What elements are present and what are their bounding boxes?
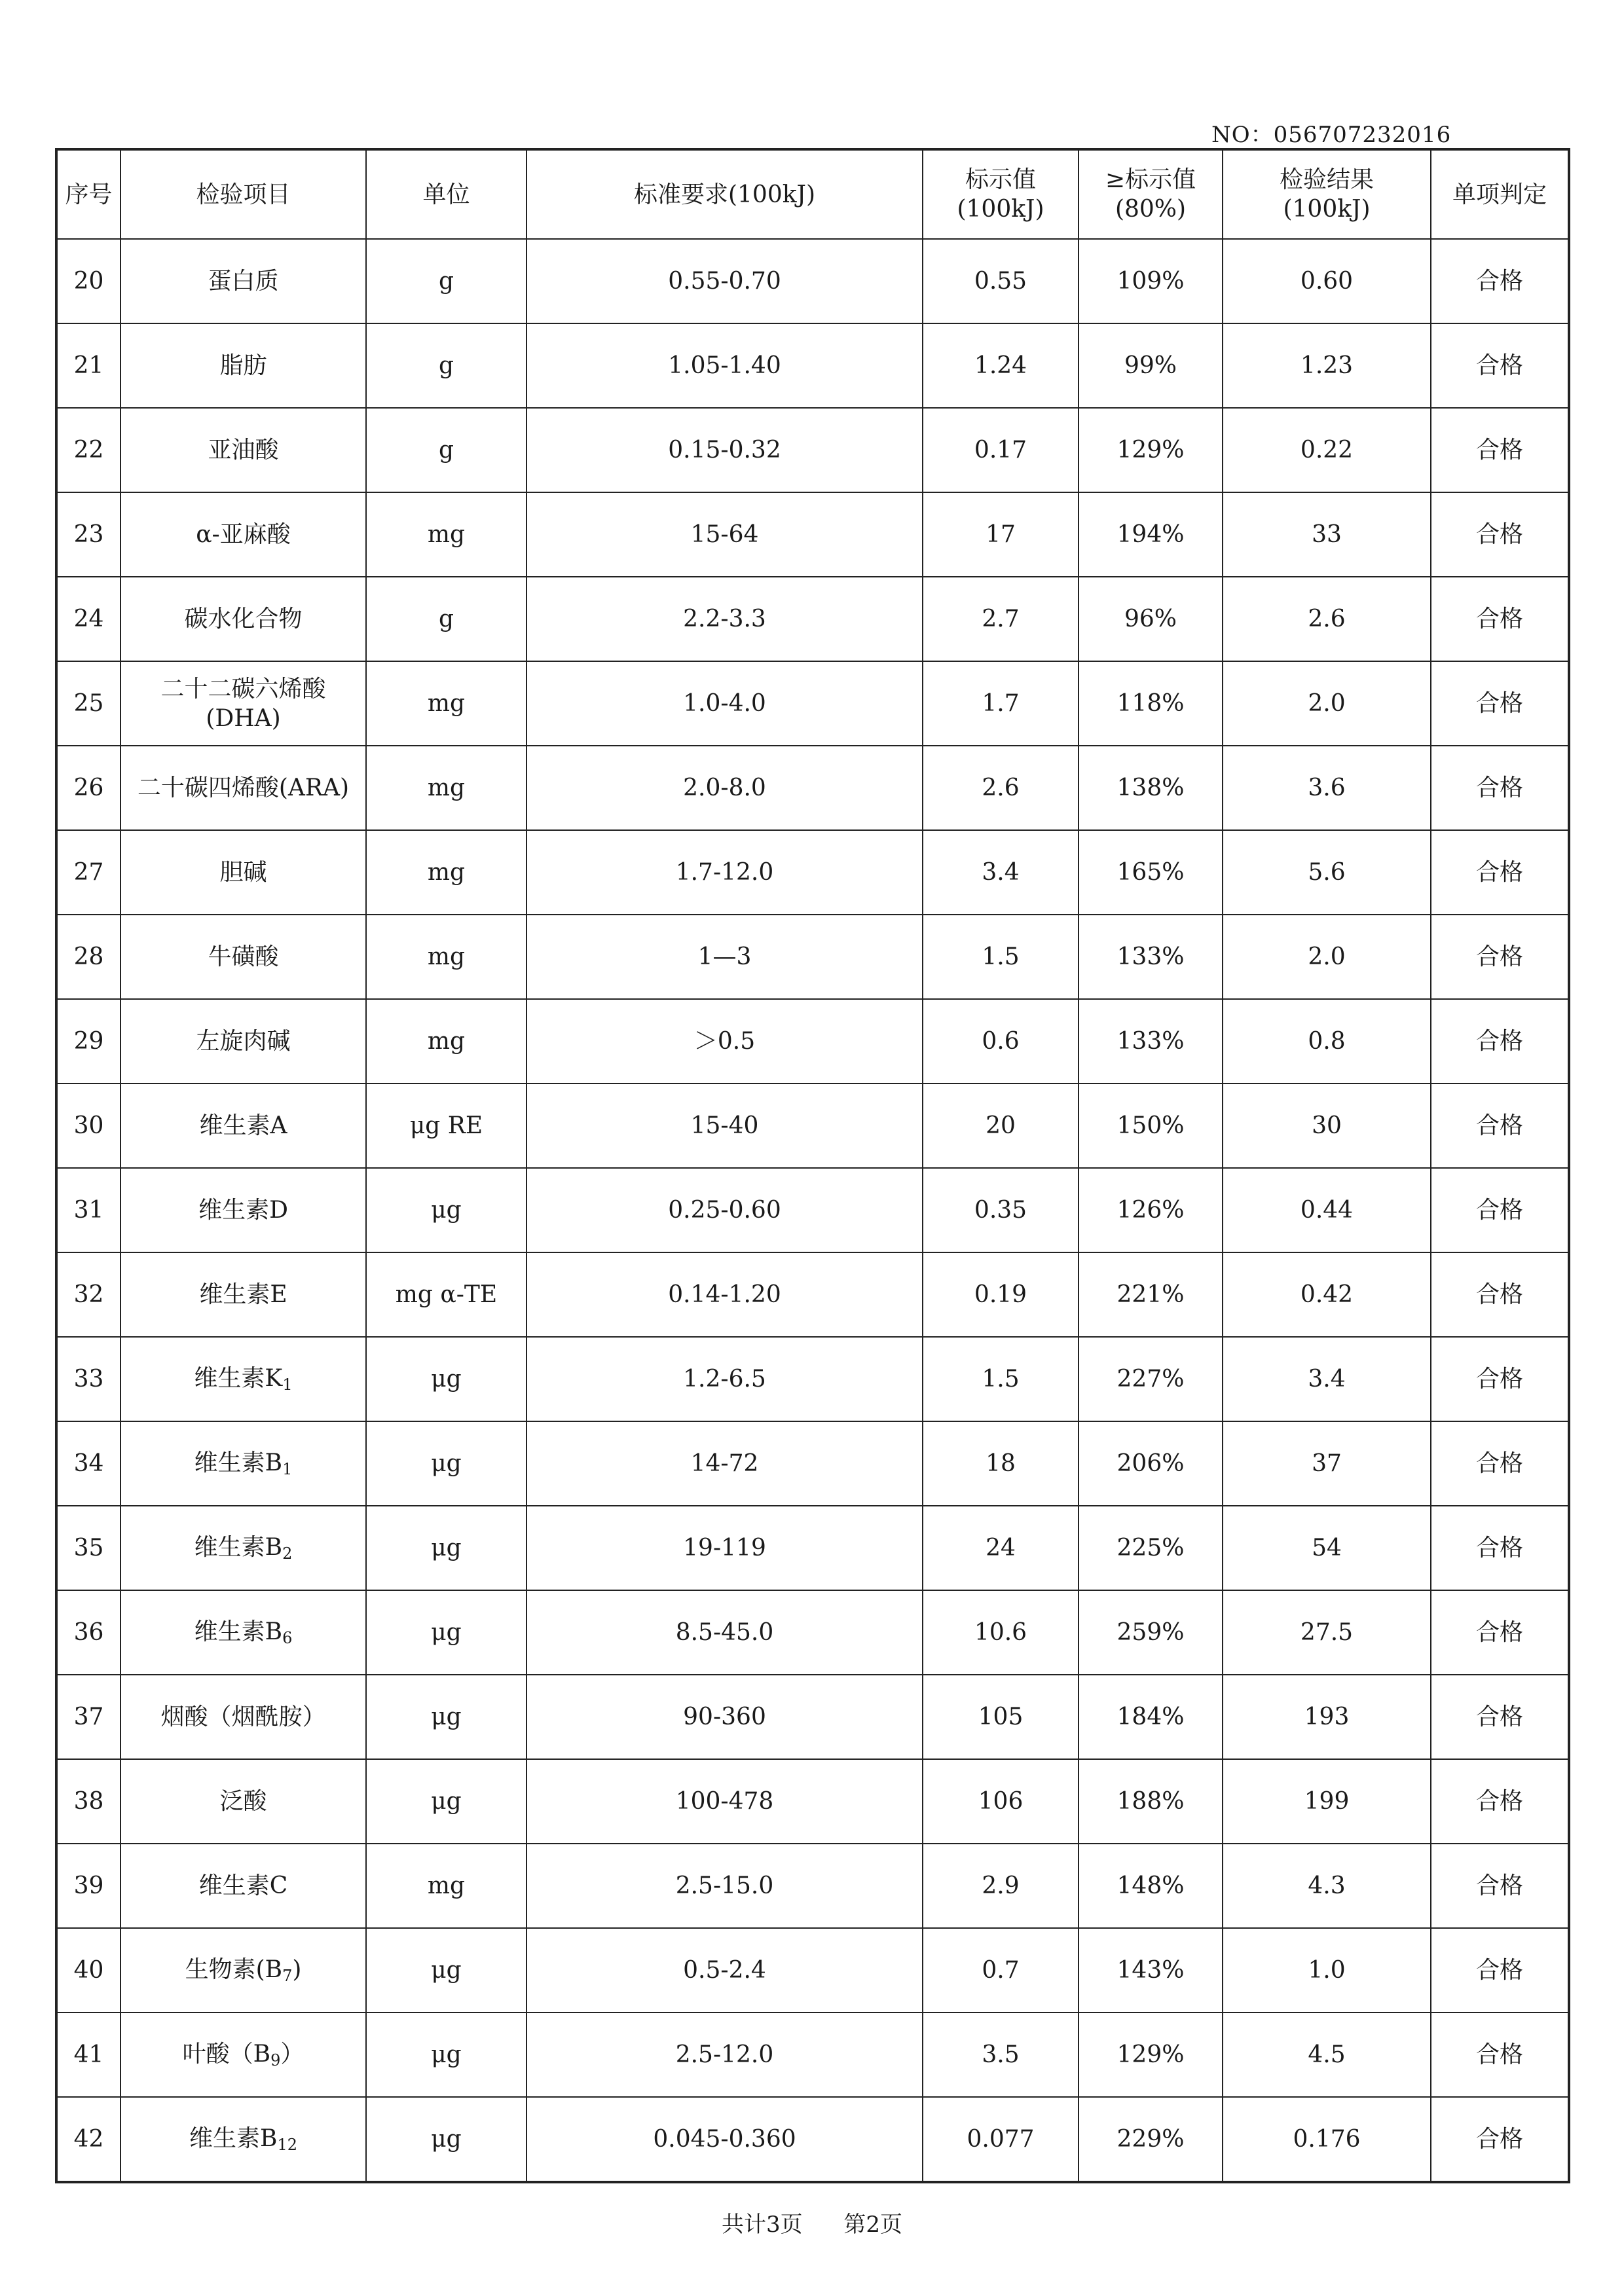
cell-result: 37 — [1223, 1421, 1431, 1506]
item-name: 左旋肉碱 — [196, 1028, 291, 1055]
table-row — [56, 1675, 1569, 1759]
cell-unit: mg — [366, 1844, 526, 1928]
cell-judgement: 合格 — [1431, 1590, 1569, 1675]
cell-percent: 148% — [1079, 1844, 1223, 1928]
table-row — [56, 999, 1569, 1084]
cell-unit: μg — [366, 2097, 526, 2182]
cell-percent: 133% — [1079, 999, 1223, 1084]
cell-result: 27.5 — [1223, 1590, 1431, 1675]
item-subscript: 6 — [282, 1629, 293, 1647]
cell-result: 1.0 — [1223, 1928, 1431, 2013]
cell-item — [120, 2097, 366, 2182]
cell-unit: μg — [366, 1421, 526, 1506]
header-result-line1: 检验结果 — [1279, 166, 1374, 193]
cell-standard: 0.045-0.360 — [526, 2097, 923, 2182]
cell-standard: 15-64 — [526, 492, 923, 577]
cell-label-value: 18 — [923, 1421, 1079, 1506]
cell-seq: 34 — [56, 1421, 120, 1506]
item-name: 二十二碳六烯酸 — [160, 675, 326, 702]
item-name: 牛磺酸 — [208, 943, 279, 970]
cell-judgement: 合格 — [1431, 1252, 1569, 1337]
cell-seq: 33 — [56, 1337, 120, 1421]
cell-label-value: 0.55 — [923, 239, 1079, 323]
header-judgement: 单项判定 — [1431, 149, 1569, 239]
cell-unit: μg — [366, 1337, 526, 1421]
cell-percent: 129% — [1079, 408, 1223, 492]
table-row — [56, 830, 1569, 915]
cell-unit: μg — [366, 1590, 526, 1675]
cell-result: 54 — [1223, 1506, 1431, 1590]
item-name: 维生素A — [199, 1112, 287, 1139]
cell-seq: 40 — [56, 1928, 120, 2013]
cell-judgement: 合格 — [1431, 1759, 1569, 1844]
cell-seq: 30 — [56, 1084, 120, 1168]
item-name: 叶酸（B — [182, 2041, 271, 2068]
cell-percent: 150% — [1079, 1084, 1223, 1168]
cell-result: 2.0 — [1223, 915, 1431, 999]
item-name: 碳水化合物 — [184, 606, 303, 632]
cell-standard: 90-360 — [526, 1675, 923, 1759]
header-percent-line2: (80%) — [1115, 196, 1187, 223]
item-name: 胆碱 — [219, 859, 267, 886]
cell-standard: 0.14-1.20 — [526, 1252, 923, 1337]
cell-result: 0.176 — [1223, 2097, 1431, 2182]
cell-label-value: 3.5 — [923, 2013, 1079, 2097]
cell-standard: 2.2-3.3 — [526, 577, 923, 661]
cell-unit: mg α-TE — [366, 1252, 526, 1337]
table-row — [56, 239, 1569, 323]
cell-result: 0.8 — [1223, 999, 1431, 1084]
current-page: 第2页 — [843, 2212, 903, 2238]
cell-judgement: 合格 — [1431, 408, 1569, 492]
item-name: 生物素(B — [185, 1956, 283, 1983]
cell-label-value: 105 — [923, 1675, 1079, 1759]
header-unit: 单位 — [366, 149, 526, 239]
cell-label-value: 20 — [923, 1084, 1079, 1168]
cell-item — [120, 408, 366, 492]
table-row — [56, 1506, 1569, 1590]
cell-seq: 20 — [56, 239, 120, 323]
item-suffix: ) — [292, 1956, 302, 1983]
table-row — [56, 577, 1569, 661]
cell-label-value: 2.7 — [923, 577, 1079, 661]
cell-label-value: 2.6 — [923, 746, 1079, 830]
cell-result: 0.42 — [1223, 1252, 1431, 1337]
cell-standard: 1.05-1.40 — [526, 323, 923, 408]
cell-judgement: 合格 — [1431, 1675, 1569, 1759]
cell-standard: 0.5-2.4 — [526, 1928, 923, 2013]
cell-unit: g — [366, 408, 526, 492]
table-row — [56, 1168, 1569, 1252]
cell-label-value: 3.4 — [923, 830, 1079, 915]
cell-item — [120, 492, 366, 577]
cell-standard: 2.5-12.0 — [526, 2013, 923, 2097]
cell-unit: mg — [366, 915, 526, 999]
cell-seq: 41 — [56, 2013, 120, 2097]
cell-judgement: 合格 — [1431, 915, 1569, 999]
cell-item — [120, 1084, 366, 1168]
item-name: 泛酸 — [219, 1788, 267, 1815]
cell-standard: 1.0-4.0 — [526, 661, 923, 746]
cell-item — [120, 661, 366, 746]
cell-percent: 126% — [1079, 1168, 1223, 1252]
table-row — [56, 2097, 1569, 2182]
item-name: 维生素D — [198, 1197, 288, 1224]
cell-seq: 26 — [56, 746, 120, 830]
cell-label-value: 10.6 — [923, 1590, 1079, 1675]
table-row — [56, 1759, 1569, 1844]
item-subscript: 9 — [270, 2051, 281, 2069]
table-row — [56, 1844, 1569, 1928]
cell-unit: mg — [366, 661, 526, 746]
page-footer — [0, 2206, 1624, 2238]
cell-standard: ＞0.5 — [526, 999, 923, 1084]
cell-unit: g — [366, 577, 526, 661]
cell-label-value: 0.17 — [923, 408, 1079, 492]
cell-item — [120, 1675, 366, 1759]
cell-judgement: 合格 — [1431, 1506, 1569, 1590]
table-row — [56, 1421, 1569, 1506]
cell-label-value: 1.7 — [923, 661, 1079, 746]
cell-seq: 21 — [56, 323, 120, 408]
cell-result: 199 — [1223, 1759, 1431, 1844]
cell-item — [120, 1590, 366, 1675]
cell-item — [120, 1506, 366, 1590]
item-subscript: 2 — [282, 1544, 293, 1563]
cell-judgement: 合格 — [1431, 1337, 1569, 1421]
cell-unit: mg — [366, 492, 526, 577]
cell-standard: 0.25-0.60 — [526, 1168, 923, 1252]
cell-result: 3.6 — [1223, 746, 1431, 830]
cell-seq: 38 — [56, 1759, 120, 1844]
header-percent — [1079, 149, 1223, 239]
cell-seq: 31 — [56, 1168, 120, 1252]
cell-percent: 194% — [1079, 492, 1223, 577]
cell-result: 2.0 — [1223, 661, 1431, 746]
item-subscript: 1 — [282, 1376, 293, 1394]
cell-seq: 27 — [56, 830, 120, 915]
cell-percent: 129% — [1079, 2013, 1223, 2097]
item-suffix: ） — [280, 2041, 304, 2068]
cell-seq: 23 — [56, 492, 120, 577]
cell-seq: 29 — [56, 999, 120, 1084]
cell-standard: 2.0-8.0 — [526, 746, 923, 830]
item-name: 维生素C — [198, 1872, 288, 1899]
cell-unit: g — [366, 323, 526, 408]
header-label-value-line2: (100kJ) — [957, 196, 1044, 223]
cell-item — [120, 1759, 366, 1844]
item-name: 脂肪 — [219, 352, 267, 379]
cell-standard: 0.15-0.32 — [526, 408, 923, 492]
cell-judgement: 合格 — [1431, 577, 1569, 661]
cell-result: 2.6 — [1223, 577, 1431, 661]
cell-standard: 15-40 — [526, 1084, 923, 1168]
table-row — [56, 1590, 1569, 1675]
cell-percent: 227% — [1079, 1337, 1223, 1421]
report-number: NO：056707232016 — [1211, 122, 1452, 148]
cell-seq: 35 — [56, 1506, 120, 1590]
cell-judgement: 合格 — [1431, 830, 1569, 915]
table-row — [56, 661, 1569, 746]
cell-label-value: 1.5 — [923, 915, 1079, 999]
cell-seq: 42 — [56, 2097, 120, 2182]
cell-judgement: 合格 — [1431, 1844, 1569, 1928]
item-name: 亚油酸 — [208, 437, 279, 464]
cell-item — [120, 1252, 366, 1337]
table-row — [56, 1337, 1569, 1421]
cell-label-value: 1.5 — [923, 1337, 1079, 1421]
table-row — [56, 915, 1569, 999]
cell-item — [120, 2013, 366, 2097]
item-name: 维生素B — [194, 1449, 283, 1476]
cell-seq: 32 — [56, 1252, 120, 1337]
cell-standard: 8.5-45.0 — [526, 1590, 923, 1675]
table-row — [56, 408, 1569, 492]
cell-label-value: 17 — [923, 492, 1079, 577]
item-subscript: 7 — [282, 1967, 293, 1985]
cell-label-value: 106 — [923, 1759, 1079, 1844]
cell-result: 4.3 — [1223, 1844, 1431, 1928]
cell-result: 5.6 — [1223, 830, 1431, 915]
cell-item — [120, 239, 366, 323]
cell-judgement: 合格 — [1431, 239, 1569, 323]
table-row — [56, 2013, 1569, 2097]
inspection-table — [55, 148, 1570, 2183]
cell-percent: 188% — [1079, 1759, 1223, 1844]
cell-unit: mg — [366, 830, 526, 915]
item-name: 维生素K — [194, 1365, 283, 1392]
cell-standard: 1—3 — [526, 915, 923, 999]
cell-judgement: 合格 — [1431, 2013, 1569, 2097]
cell-seq: 22 — [56, 408, 120, 492]
cell-percent: 229% — [1079, 2097, 1223, 2182]
header-result-line2: (100kJ) — [1283, 196, 1371, 223]
table-row — [56, 492, 1569, 577]
cell-label-value: 0.6 — [923, 999, 1079, 1084]
item-name: 维生素B — [194, 1618, 283, 1645]
cell-unit: mg — [366, 999, 526, 1084]
cell-item — [120, 1337, 366, 1421]
item-name: 维生素B — [189, 2125, 278, 2152]
cell-standard: 0.55-0.70 — [526, 239, 923, 323]
total-pages: 共计3页 — [721, 2212, 803, 2238]
cell-label-value: 0.7 — [923, 1928, 1079, 2013]
cell-label-value: 1.24 — [923, 323, 1079, 408]
header-result — [1223, 149, 1431, 239]
cell-unit: μg — [366, 1506, 526, 1590]
cell-result: 193 — [1223, 1675, 1431, 1759]
cell-result: 30 — [1223, 1084, 1431, 1168]
table-row — [56, 746, 1569, 830]
cell-item — [120, 577, 366, 661]
cell-result: 0.44 — [1223, 1168, 1431, 1252]
table-body — [56, 239, 1569, 2182]
cell-unit: μg — [366, 2013, 526, 2097]
header-percent-line1: ≥标示值 — [1105, 166, 1196, 193]
item-subscript: 12 — [277, 2136, 297, 2154]
cell-judgement: 合格 — [1431, 492, 1569, 577]
cell-percent: 133% — [1079, 915, 1223, 999]
cell-item — [120, 830, 366, 915]
cell-result: 4.5 — [1223, 2013, 1431, 2097]
cell-seq: 28 — [56, 915, 120, 999]
item-name: 二十碳四烯酸(ARA) — [137, 774, 350, 801]
table-row — [56, 1928, 1569, 2013]
cell-judgement: 合格 — [1431, 746, 1569, 830]
cell-unit: μg — [366, 1759, 526, 1844]
cell-unit: μg — [366, 1168, 526, 1252]
cell-seq: 37 — [56, 1675, 120, 1759]
cell-judgement: 合格 — [1431, 661, 1569, 746]
cell-judgement: 合格 — [1431, 1084, 1569, 1168]
cell-unit: μg RE — [366, 1084, 526, 1168]
cell-judgement: 合格 — [1431, 1928, 1569, 2013]
cell-percent: 138% — [1079, 746, 1223, 830]
cell-seq: 36 — [56, 1590, 120, 1675]
cell-unit: g — [366, 239, 526, 323]
cell-percent: 184% — [1079, 1675, 1223, 1759]
cell-label-value: 2.9 — [923, 1844, 1079, 1928]
item-subscript: 1 — [282, 1460, 293, 1478]
header-label-value — [923, 149, 1079, 239]
cell-percent: 118% — [1079, 661, 1223, 746]
cell-item — [120, 1421, 366, 1506]
item-name: 维生素E — [199, 1281, 287, 1308]
header-seq: 序号 — [56, 149, 120, 239]
cell-standard: 2.5-15.0 — [526, 1844, 923, 1928]
cell-item — [120, 1168, 366, 1252]
item-name-line2: (DHA) — [206, 704, 281, 732]
item-name: α-亚麻酸 — [196, 521, 291, 548]
cell-unit: μg — [366, 1928, 526, 2013]
cell-percent: 109% — [1079, 239, 1223, 323]
cell-standard: 100-478 — [526, 1759, 923, 1844]
cell-standard: 14-72 — [526, 1421, 923, 1506]
item-name: 烟酸（烟酰胺） — [160, 1704, 326, 1730]
cell-judgement: 合格 — [1431, 323, 1569, 408]
cell-item — [120, 1928, 366, 2013]
cell-seq: 39 — [56, 1844, 120, 1928]
cell-result: 33 — [1223, 492, 1431, 577]
cell-percent: 165% — [1079, 830, 1223, 915]
cell-result: 3.4 — [1223, 1337, 1431, 1421]
cell-item — [120, 999, 366, 1084]
cell-item — [120, 746, 366, 830]
cell-percent: 96% — [1079, 577, 1223, 661]
cell-label-value: 0.077 — [923, 2097, 1079, 2182]
header-standard: 标准要求(100kJ) — [526, 149, 923, 239]
cell-item — [120, 1844, 366, 1928]
cell-result: 0.60 — [1223, 239, 1431, 323]
cell-standard: 1.2-6.5 — [526, 1337, 923, 1421]
table-row — [56, 1252, 1569, 1337]
table-row — [56, 323, 1569, 408]
cell-judgement: 合格 — [1431, 2097, 1569, 2182]
cell-judgement: 合格 — [1431, 1168, 1569, 1252]
table-header-row — [56, 149, 1569, 239]
cell-percent: 221% — [1079, 1252, 1223, 1337]
cell-percent: 206% — [1079, 1421, 1223, 1506]
cell-label-value: 0.35 — [923, 1168, 1079, 1252]
header-item: 检验项目 — [120, 149, 366, 239]
cell-seq: 25 — [56, 661, 120, 746]
cell-percent: 259% — [1079, 1590, 1223, 1675]
cell-unit: μg — [366, 1675, 526, 1759]
cell-judgement: 合格 — [1431, 1421, 1569, 1506]
cell-judgement: 合格 — [1431, 999, 1569, 1084]
cell-item — [120, 915, 366, 999]
cell-result: 1.23 — [1223, 323, 1431, 408]
item-name: 蛋白质 — [208, 268, 279, 295]
cell-standard: 1.7-12.0 — [526, 830, 923, 915]
cell-percent: 99% — [1079, 323, 1223, 408]
cell-standard: 19-119 — [526, 1506, 923, 1590]
cell-label-value: 0.19 — [923, 1252, 1079, 1337]
header-label-value-line1: 标示值 — [965, 166, 1036, 193]
cell-percent: 225% — [1079, 1506, 1223, 1590]
cell-seq: 24 — [56, 577, 120, 661]
item-name: 维生素B — [194, 1534, 283, 1561]
cell-item — [120, 323, 366, 408]
cell-percent: 143% — [1079, 1928, 1223, 2013]
cell-label-value: 24 — [923, 1506, 1079, 1590]
table-row — [56, 1084, 1569, 1168]
cell-result: 0.22 — [1223, 408, 1431, 492]
cell-unit: mg — [366, 746, 526, 830]
